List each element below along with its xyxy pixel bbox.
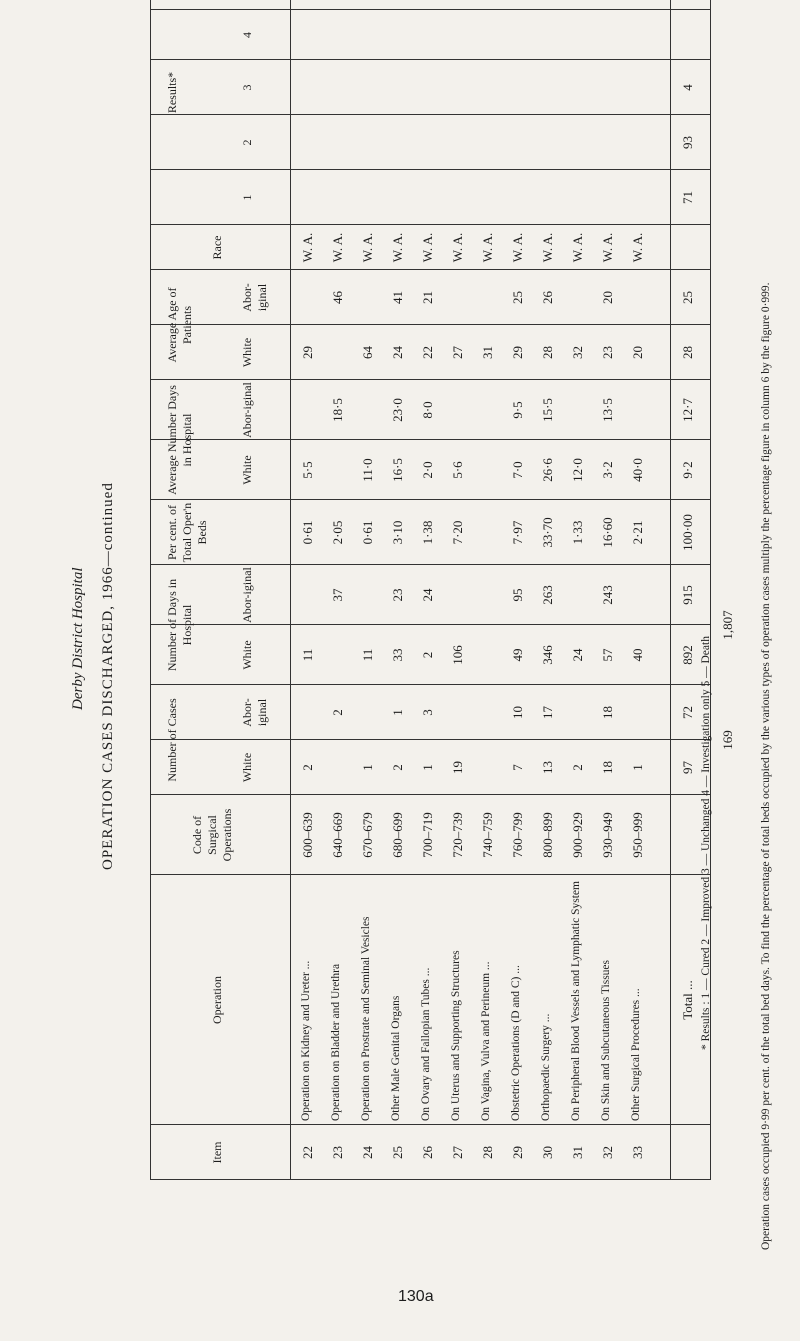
table-cell-nc_a: 17 xyxy=(540,706,555,719)
table-cell-item: 26 xyxy=(420,1146,435,1159)
table-cell-dh_w: 40 xyxy=(630,648,645,662)
table-cell-nc_w: 1 xyxy=(420,764,435,771)
subheader-nc_a: Abor-iginal xyxy=(240,698,269,727)
total-age_w: 28 xyxy=(680,346,695,359)
table-cell-race: W. A. xyxy=(480,232,495,263)
table-cell-pct: 1·33 xyxy=(570,520,585,545)
table-cell-race: W. A. xyxy=(360,232,375,263)
table-cell-item: 32 xyxy=(600,1146,615,1159)
table-cell-code: 640–669 xyxy=(330,812,345,858)
table-cell-age_w: 64 xyxy=(360,346,375,359)
subheader-age_w: White xyxy=(240,337,254,368)
subheader-r2: 2 xyxy=(240,139,254,146)
table-cell-code: 900–929 xyxy=(570,812,585,858)
table-cell-operation: On Peripheral Blood Vessels and Lymphatic System xyxy=(570,881,582,1121)
header-days-hospital: Number of Days in Hospital xyxy=(165,578,194,672)
table-cell-pct: 2·05 xyxy=(330,520,345,545)
table-cell-race: W. A. xyxy=(300,232,315,263)
table-cell-dh_a: 24 xyxy=(420,588,435,602)
table-cell-dh_w: 24 xyxy=(570,648,585,662)
subheader-dh_w: White xyxy=(240,640,254,670)
subheader-ad_a: Abor-iginal xyxy=(240,382,254,438)
table-cell-nc_a: 3 xyxy=(420,709,435,716)
table-cell-race: W. A. xyxy=(390,232,405,263)
total-r5 xyxy=(680,0,696,10)
table-cell-nc_w: 2 xyxy=(390,764,405,771)
table-cell-dh_a: 243 xyxy=(600,585,615,605)
table-cell-operation: Other Male Genital Organs xyxy=(390,995,402,1121)
results-key xyxy=(700,636,712,1050)
column-rule xyxy=(150,114,710,115)
table-cell-operation: Operation on Bladder and Urethra xyxy=(330,963,342,1121)
table-cell-age_a: 20 xyxy=(600,291,615,304)
table-cell-race: W. A. xyxy=(540,232,555,263)
table-cell-operation: On Skin and Subcutaneous Tissues xyxy=(600,959,612,1121)
table-cell-age_a: 26 xyxy=(540,291,555,304)
table-cell-pct: 3·10 xyxy=(390,520,405,545)
table-cell-nc_w: 2 xyxy=(570,764,585,771)
table-cell-ad_a: 18·5 xyxy=(330,398,345,422)
table-cell-dh_a: 37 xyxy=(330,588,345,602)
table-cell-pct: 7·20 xyxy=(450,520,465,545)
subheader-nc_w: White xyxy=(240,752,254,783)
table-cell-age_w: 28 xyxy=(540,346,555,359)
column-rule xyxy=(150,9,710,10)
header-code: Code of Surgical Operations xyxy=(190,808,234,862)
table-cell-ad_w: 12·0 xyxy=(570,458,585,482)
table-cell-item: 33 xyxy=(630,1146,645,1159)
table-cell-age_w: 22 xyxy=(420,346,435,359)
table-cell-code: 950–999 xyxy=(630,812,645,858)
table-cell-ad_w: 11·0 xyxy=(360,458,375,482)
table-title: OPERATION CASES DISCHARGED, 1966—continued xyxy=(100,482,116,870)
header-operation: Operation xyxy=(210,976,224,1024)
table-cell-code: 680–699 xyxy=(390,812,405,858)
table-cell-nc_w: 7 xyxy=(510,764,525,771)
total-dh_a: 915 xyxy=(680,585,695,605)
running-head: Derby District Hospital xyxy=(70,567,86,710)
header-per-cent: Per cent. of Total Oper'n Beds xyxy=(165,502,209,563)
table-cell-operation: On Uterus and Supporting Structures xyxy=(450,950,462,1121)
header-avg-age: Average Age of Patients xyxy=(165,287,194,363)
total-ad_w: 9·2 xyxy=(680,461,695,479)
grand-total-cases: 169 xyxy=(720,730,735,750)
table-cell-race: W. A. xyxy=(510,232,525,263)
table-cell-age_a: 25 xyxy=(510,291,525,304)
table-cell-code: 800–899 xyxy=(540,812,555,858)
header-results: Results* xyxy=(165,71,179,114)
table-cell-nc_a: 10 xyxy=(510,706,525,719)
table-cell-pct: 7·97 xyxy=(510,520,525,545)
column-rule xyxy=(150,169,710,170)
header-rule xyxy=(290,0,291,1180)
table-cell-pct: 2·21 xyxy=(630,520,645,545)
table-cell-age_w: 20 xyxy=(630,346,645,359)
table-cell-ad_a: 23·0 xyxy=(390,398,405,422)
table-cell-item: 28 xyxy=(480,1146,495,1159)
table-cell-dh_w: 11 xyxy=(360,648,375,662)
table-cell-dh_w: 49 xyxy=(510,648,525,662)
table-cell-code: 740–759 xyxy=(480,812,495,858)
table-cell-code: 760–799 xyxy=(510,812,525,858)
subheader-r3: 3 xyxy=(240,84,254,91)
table-cell-pct: 16·60 xyxy=(600,517,615,548)
header-avg-days: Average Number Days in Hospital xyxy=(165,385,194,495)
table-cell-code: 600–639 xyxy=(300,812,315,858)
table-cell-nc_a: 18 xyxy=(600,706,615,719)
table-cell-operation: On Vagina, Vulva and Perineum ... xyxy=(480,961,492,1121)
table-cell-item: 29 xyxy=(510,1146,525,1159)
total-rule xyxy=(670,0,671,1180)
column-rule xyxy=(150,59,710,60)
header-race: Race xyxy=(210,235,224,260)
table-cell-dh_a: 263 xyxy=(540,585,555,605)
table-cell-ad_w: 2·0 xyxy=(420,461,435,479)
table-top-rule xyxy=(150,0,151,1180)
table-cell-dh_a: 23 xyxy=(390,588,405,602)
table-cell-nc_w: 18 xyxy=(600,761,615,774)
table-cell-code: 930–949 xyxy=(600,812,615,858)
table-cell-dh_w: 106 xyxy=(450,645,465,665)
table-cell-race: W. A. xyxy=(330,232,345,263)
total-ad_a: 12·7 xyxy=(680,398,695,422)
table-cell-nc_w: 19 xyxy=(450,761,465,774)
table-cell-ad_w: 26·6 xyxy=(540,458,555,482)
table-cell-code: 670–679 xyxy=(360,812,375,858)
table-cell-ad_w: 5·5 xyxy=(300,461,315,479)
table-cell-ad_a: 8·0 xyxy=(420,401,435,419)
table-cell-item: 22 xyxy=(300,1146,315,1159)
table-cell-age_w: 29 xyxy=(300,346,315,359)
table-cell-age_a: 41 xyxy=(390,291,405,304)
table-cell-ad_w: 5·6 xyxy=(450,461,465,479)
table-cell-age_w: 31 xyxy=(480,346,495,359)
table-cell-operation: Obstetric Operations (D and C) ... xyxy=(510,965,522,1121)
table-cell-ad_a: 13·5 xyxy=(600,398,615,422)
table-cell-operation: Orthopaedic Surgery ... xyxy=(540,1013,552,1121)
total-nc_w: 97 xyxy=(680,761,695,774)
table-cell-ad_w: 3·2 xyxy=(600,461,615,479)
table-cell-dh_w: 33 xyxy=(390,648,405,662)
grand-total-days: 1,807 xyxy=(720,610,735,640)
total-nc_a: 72 xyxy=(680,706,695,719)
table-cell-dh_w: 2 xyxy=(420,651,435,659)
total-dh_w: 892 xyxy=(680,645,695,665)
subheader-r5 xyxy=(240,0,255,10)
subheader-age_a: Abor-iginal xyxy=(240,283,269,312)
table-cell-ad_a: 15·5 xyxy=(540,398,555,422)
total-r2: 93 xyxy=(680,136,695,149)
results-key-list: 1 — Cured 2 — Improved 3 — Unchanged 4 — Investigation only 5 — Death xyxy=(700,636,712,999)
table-cell-age_a: 21 xyxy=(420,291,435,304)
table-cell-item: 25 xyxy=(390,1146,405,1159)
table-cell-ad_a: 9·5 xyxy=(510,401,525,419)
table-cell-ad_w: 7·0 xyxy=(510,461,525,479)
table-cell-race: W. A. xyxy=(420,232,435,263)
table-cell-ad_w: 16·5 xyxy=(390,458,405,482)
subheader-r1: 1 xyxy=(240,194,254,201)
table-cell-operation: Operation on Kidney and Ureter ... xyxy=(300,960,312,1121)
subheader-r4: 4 xyxy=(240,32,254,38)
header-item: Item xyxy=(210,1141,224,1164)
table-cell-nc_a: 1 xyxy=(390,709,405,716)
table-cell-age_w: 29 xyxy=(510,346,525,359)
table-cell-item: 31 xyxy=(570,1146,585,1159)
table-cell-dh_w: 346 xyxy=(540,645,555,665)
table-cell-age_a: 46 xyxy=(330,291,345,304)
table-cell-race: W. A. xyxy=(450,232,465,263)
subheader-dh_a: Abor-iginal xyxy=(240,567,254,623)
table-cell-nc_a: 2 xyxy=(330,709,345,716)
table-cell-item: 24 xyxy=(360,1146,375,1159)
table-cell-race: W. A. xyxy=(630,232,645,263)
table-cell-race: W. A. xyxy=(600,232,615,263)
table-cell-nc_w: 13 xyxy=(540,761,555,774)
table-cell-age_w: 27 xyxy=(450,346,465,359)
table-cell-age_w: 24 xyxy=(390,346,405,359)
table-cell-dh_a: 95 xyxy=(510,588,525,602)
table-cell-nc_w: 2 xyxy=(300,764,315,771)
table-cell-pct: 33·70 xyxy=(540,517,555,548)
table-cell-ad_w: 40·0 xyxy=(630,458,645,482)
footnote: Operation cases occupied 9·99 per cent. of the total bed days. To find the percentage of total beds occupied by the various types of operation cases multiply the percentage figure in column 6 by the figure 0·999. xyxy=(760,282,772,1250)
table-cell-nc_w: 1 xyxy=(630,764,645,771)
table-cell-operation: Operation on Prostrate and Seminal Vesicles xyxy=(360,916,372,1121)
table-cell-item: 27 xyxy=(450,1146,465,1159)
table-cell-operation: On Ovary and Fallopian Tubes ... xyxy=(420,967,432,1121)
table-cell-item: 30 xyxy=(540,1146,555,1159)
total-r1: 71 xyxy=(680,191,695,204)
total-r3: 4 xyxy=(680,84,695,91)
table-cell-dh_w: 57 xyxy=(600,648,615,662)
table-cell-age_w: 23 xyxy=(600,346,615,359)
total-pct: 100·00 xyxy=(680,514,695,551)
table-cell-code: 700–719 xyxy=(420,812,435,858)
results-key-title: * Results : xyxy=(700,1001,712,1050)
table-cell-code: 720–739 xyxy=(450,812,465,858)
table-cell-age_w: 32 xyxy=(570,346,585,359)
page-number: 130a xyxy=(398,1288,434,1305)
table-cell-dh_w: 11 xyxy=(300,648,315,662)
total-age_a: 25 xyxy=(680,291,695,304)
subheader-ad_w: White xyxy=(240,455,254,485)
table-cell-nc_w: 1 xyxy=(360,764,375,771)
table-cell-pct: 0·61 xyxy=(360,520,375,545)
table-cell-pct: 0·61 xyxy=(300,520,315,545)
header-number-cases: Number of Cases xyxy=(165,698,179,782)
table-cell-pct: 1·38 xyxy=(420,520,435,545)
total-label: Total ... xyxy=(680,980,695,1020)
table-cell-item: 23 xyxy=(330,1146,345,1159)
table-cell-race: W. A. xyxy=(570,232,585,263)
table-cell-operation: Other Surgical Procedures ... xyxy=(630,988,642,1121)
